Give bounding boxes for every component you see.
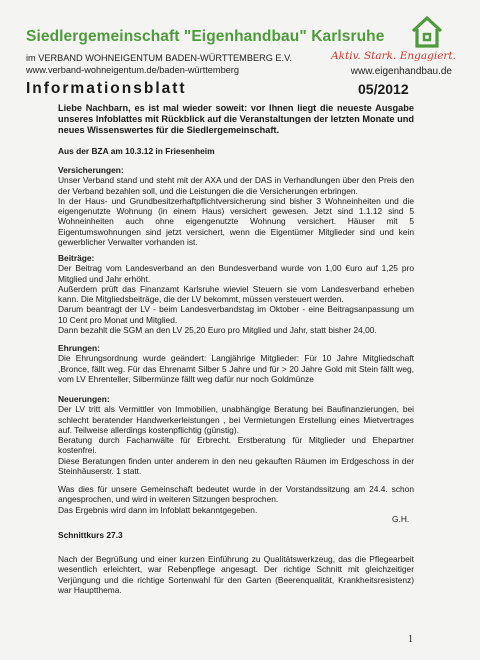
schnittkurs-heading: Schnittkurs 27.3 [58, 530, 123, 540]
section-versicherungen [58, 165, 414, 247]
paragraph: Diese Beratungen finden unter anderem in den neu gekauften Räumen im Erdgeschoss in der Steinhäuserstr. 1 statt. [58, 455, 414, 477]
organization-title: Siedlergemeinschaft "Eigenhandbau" Karlsruhe [26, 28, 385, 45]
association-line: im VERBAND WOHNEIGENTUM BADEN-WÜRTTEMBERG E.V. [26, 53, 292, 63]
bza-heading: Aus der BZA am 10.3.12 in Friesenheim [58, 146, 215, 156]
page-number: 1 [408, 634, 413, 645]
paragraph: Unser Verband stand und steht mit der AXA und der DAS in Verhandlungen über den Preis den der Verband bezahlen soll, und die Leistungen die die Versicherungen erbringen. [58, 175, 414, 196]
section-heading: Ehrungen: [58, 343, 100, 353]
association-url: www.verband-wohneigentum.de/baden-württemberg [26, 65, 239, 75]
house-logo-icon [409, 14, 445, 50]
intro-paragraph: Liebe Nachbarn, es ist mal wieder soweit: vor Ihnen liegt die neueste Ausgabe unseres Infoblattes mit Rückblick auf die Veranstaltungen der letzten Monate und neues Wissenswertes für die Siedlergemeinschaft. [58, 103, 414, 135]
website-link: www.eigenhandbau.de [350, 66, 452, 77]
paragraph: Was dies für unsere Gemeinschaft bedeutet wurde in der Vorstandssitzung am 24.4. schon angesprochen, und wird in weiteren Sitzungen besprochen. [58, 484, 414, 505]
closing-paragraph [58, 484, 414, 515]
paragraph: Die Ehrungsordnung wurde geändert: Langjährige Mitglieder: Für 10 Jahre Mitgliedschaft ,Bronce, fällt weg. Für das Ehrenamt Silber 5 Jahre und für > 20 Jahre Gold mit Stein fällt weg, vom LV Ehrenteller, Silbermünze fällt weg dafür nur noch Goldmünze [58, 353, 414, 384]
section-heading: Beiträge: [58, 253, 95, 263]
section-ehrungen [58, 343, 414, 384]
paragraph: Außerdem prüft das Finanzamt Karlsruhe wieviel Steuern sie vom Landesverband erheben kann. Die Mitgliedsbeiträge, die der LV bekommt, müssen versteuert werden. [58, 283, 414, 305]
schnittkurs-paragraph: Nach der Begrüßung und einer kurzen Einführung zu Qualitätswerkzeug, das die Pflegearbeit wesentlich erleichtert, war Rebenpflege angesagt. Der richtige Schnitt mit gleichzeitiger Verjüngung und die richtige Sortenwahl für den Garten (Beerenqualität, Krankheitsresistenz) war Hauptthema. [58, 554, 414, 595]
signature: G.H. [392, 514, 410, 524]
paragraph: Dann bezahlt die SGM an den LV 25,20 Euro pro Mitglied und Jahr, statt bisher 24,00. [58, 325, 377, 336]
paragraph: Das Ergebnis wird dann im Infoblatt bekanntgegeben. [58, 504, 258, 515]
paragraph: Der Beitrag vom Landesverband an den Bundesverband wurde von 1,00 €uro auf 1,25 pro Mitglied und Jahr erhöht. [58, 263, 414, 284]
issue-number: 05/2012 [358, 81, 409, 97]
bulletin-title: Informationsblatt [26, 80, 187, 97]
paragraph: Beratung durch Fachanwälte für Erbrecht. Erstberatung für Mitglieder und Ehepartner kostenfrei. [58, 435, 414, 456]
paragraph: Der LV tritt als Vermittler von Immobilien, unabhängige Beratung bei Baufinanzierungen, bei schlecht beratender Handwerkerleistungen , bei Vermietungen Erstellung eines Mietvertrages auf. Teilweise allerdings kostenpflichtig (günstig). [58, 404, 414, 435]
section-heading: Versicherungen: [58, 165, 124, 175]
paragraph: Darum beantragt der LV - beim Landesverbandstag im Oktober - eine Beitragsanpassung um 10 Cent pro Monat und Mitglied. [58, 304, 414, 325]
section-neuerungen [58, 394, 414, 476]
slogan: Aktiv. Stark. Engagiert. [331, 50, 456, 62]
section-beitraege [58, 253, 414, 335]
paragraph: In der Haus- und Grundbesitzerhaftpflichtversicherung sind bisher 3 Wohneinheiten und die eigengenutzte Wohnung (in einem Haus) versichert gewesen. Jetzt sind 1.1.12 sind 5 Wohneinheiten auch ohne eigengenutzte Wohnung versichert. Häuser mit 5 Eigentumswohnungen sind jetzt versichert, wenn die Eigentümer Mitglieder sind und kein gewerblicher Verwalter vorhanden ist. [58, 195, 414, 248]
section-heading: Neuerungen: [58, 394, 110, 404]
